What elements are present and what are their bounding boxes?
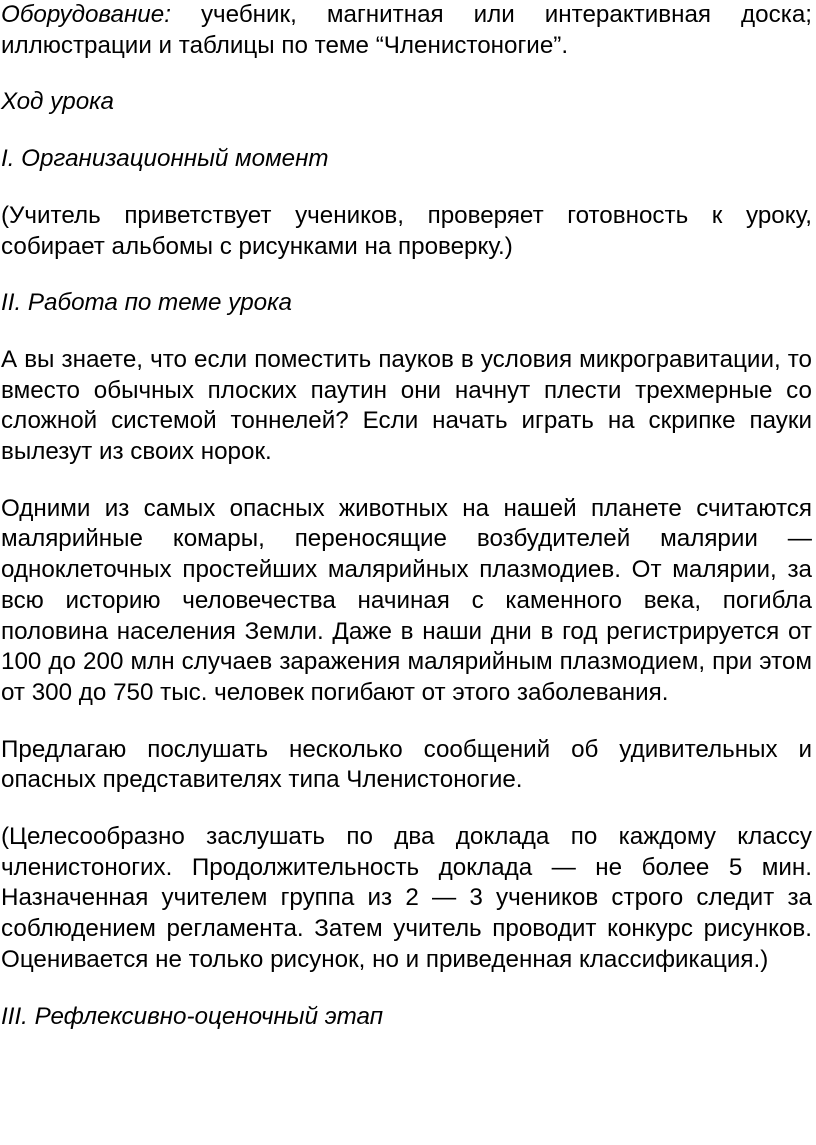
- lesson-plan-heading: Ход урока: [1, 88, 115, 116]
- section-1-heading: I. Организационный момент: [1, 145, 329, 173]
- equipment-label: Оборудование:: [1, 1, 171, 28]
- section-1-note: (Учитель приветствует учеников, проверяет готовность к уроку, собирает альбомы с рисунками на проверку.): [1, 201, 812, 260]
- section-2-paragraph-reports: Предлагаю послушать несколько сообщений об удивительных и опасных представителях типа Членистоногие.: [1, 735, 812, 794]
- equipment-text: учебник, магнитная или интерактивная доска; иллюстрации и таблицы по теме “Членистоногие”.: [1, 1, 812, 59]
- section-2-paragraph-instructions: (Целесообразно заслушать по два доклада по каждому классу членистоногих. Продолжительность доклада — не более 5 мин. Назначенная учителем группа из 2 — 3 учеников строго следит за соблюдением регламента. Затем учитель проводит конкурс рисунков. Оценивается не только рисунок, но и приведенная классификация.): [1, 823, 812, 973]
- equipment-paragraph: [1, 0, 812, 61]
- section-2-paragraph-malaria: Одними из самых опасных животных на нашей планете считаются малярийные комары, переносящие возбудителей малярии — одноклеточных простейших малярийных плазмодиев. От малярии, за всю историю человечества начиная с каменного века, погибла половина населения Земли. Даже в наши дни в год регистрируется от 100 до 200 млн случаев заражения малярийным плазмодием, при этом от 300 до 750 тыс. человек погибают от этого заболевания.: [1, 494, 812, 706]
- section-3-heading: III. Рефлексивно-оценочный этап: [1, 1002, 384, 1030]
- section-2-heading: II. Работа по теме урока: [1, 289, 293, 317]
- section-2-paragraph-spiders: А вы знаете, что если поместить пауков в условия микрогравитации, то вместо обычных плоских паутин они начнут плести трехмерные со сложной системой тоннелей? Если начать играть на скрипке пауки вылезут из своих норок.: [1, 345, 812, 466]
